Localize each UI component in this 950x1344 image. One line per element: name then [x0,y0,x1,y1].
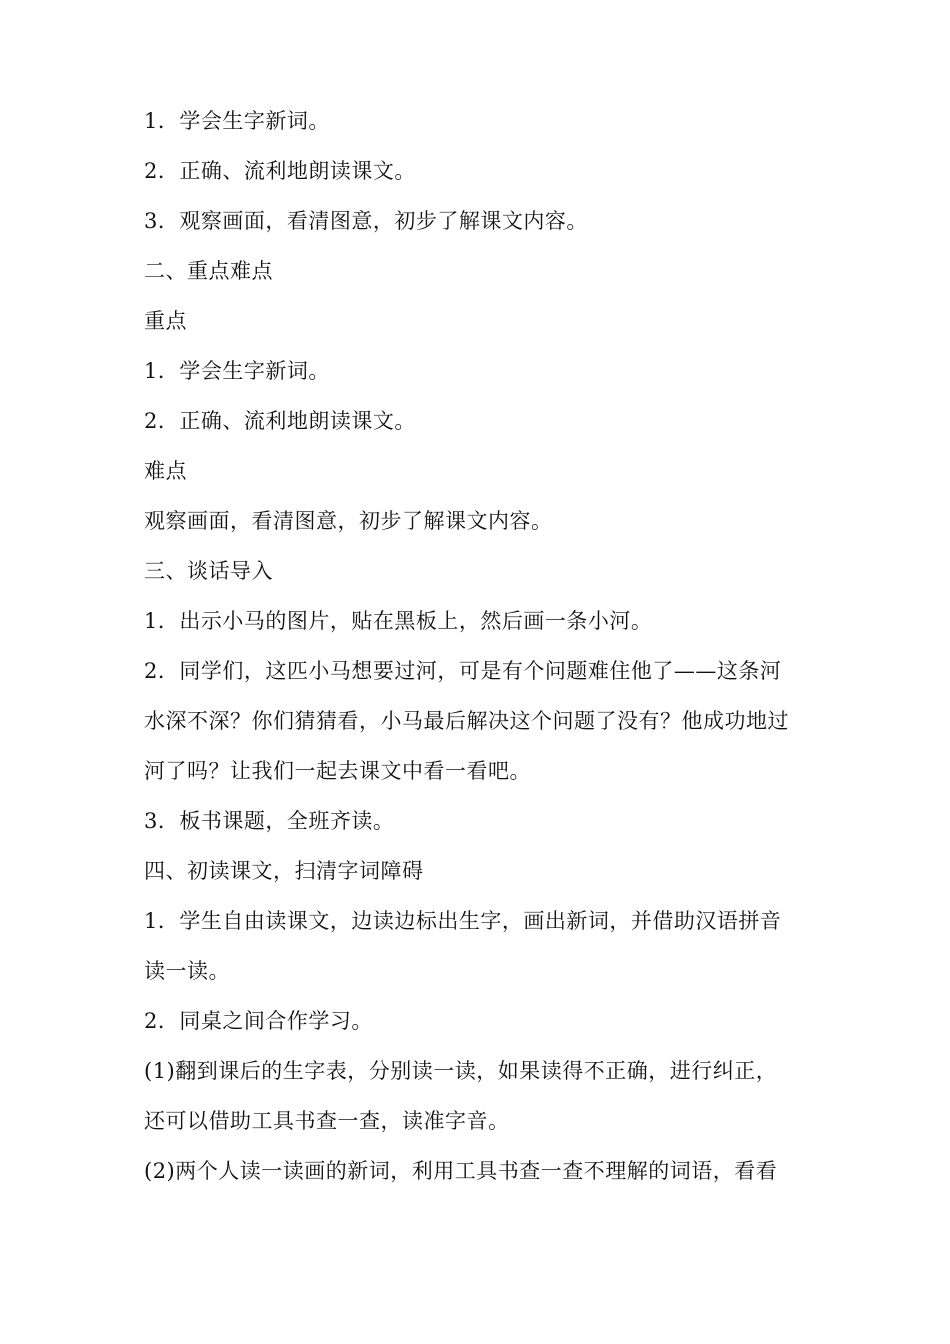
intro-item-2-line-3: 河了吗？让我们一起去课文中看一看吧。 [144,759,531,783]
reading-subitem-1-line-2: 还可以借助工具书查一查，读准字音。 [144,1109,510,1133]
reading-subitem-1-line-1: (1)翻到课后的生字表，分别读一读，如果读得不正确，进行纠正， [144,1059,778,1083]
reading-subitem-2-line-1: (2)两个人读一读画的新词，利用工具书查一查不理解的词语，看看 [144,1159,778,1183]
subheading-key: 重点 [144,309,187,333]
intro-item-2-line-1: 2．同学们，这匹小马想要过河，可是有个问题难住他了——这条河 [144,659,782,683]
reading-item-1-line-1: 1．学生自由读课文，边读边标出生字，画出新词，并借助汉语拼音 [144,909,782,933]
subheading-difficulty: 难点 [144,459,187,483]
difficulty-item: 观察画面，看清图意，初步了解课文内容。 [144,509,553,533]
reading-item-1-line-2: 读一读。 [144,959,230,983]
key-item-2: 2．正确、流利地朗读课文。 [144,409,416,433]
intro-item-1: 1．出示小马的图片，贴在黑板上，然后画一条小河。 [144,609,653,633]
reading-item-2: 2．同桌之间合作学习。 [144,1009,373,1033]
key-item-1: 1．学会生字新词。 [144,359,330,383]
intro-item-2-line-2: 水深不深？你们猜猜看，小马最后解决这个问题了没有？他成功地过 [144,709,789,733]
objective-item-1: 1．学会生字新词。 [144,109,330,133]
intro-item-3: 3．板书课题，全班齐读。 [144,809,395,833]
objective-item-2: 2．正确、流利地朗读课文。 [144,159,416,183]
section-heading-introduction: 三、谈话导入 [144,559,273,583]
section-heading-key-points: 二、重点难点 [144,259,273,283]
section-heading-first-reading: 四、初读课文，扫清字词障碍 [144,859,424,883]
objective-item-3: 3．观察画面，看清图意，初步了解课文内容。 [144,209,588,233]
